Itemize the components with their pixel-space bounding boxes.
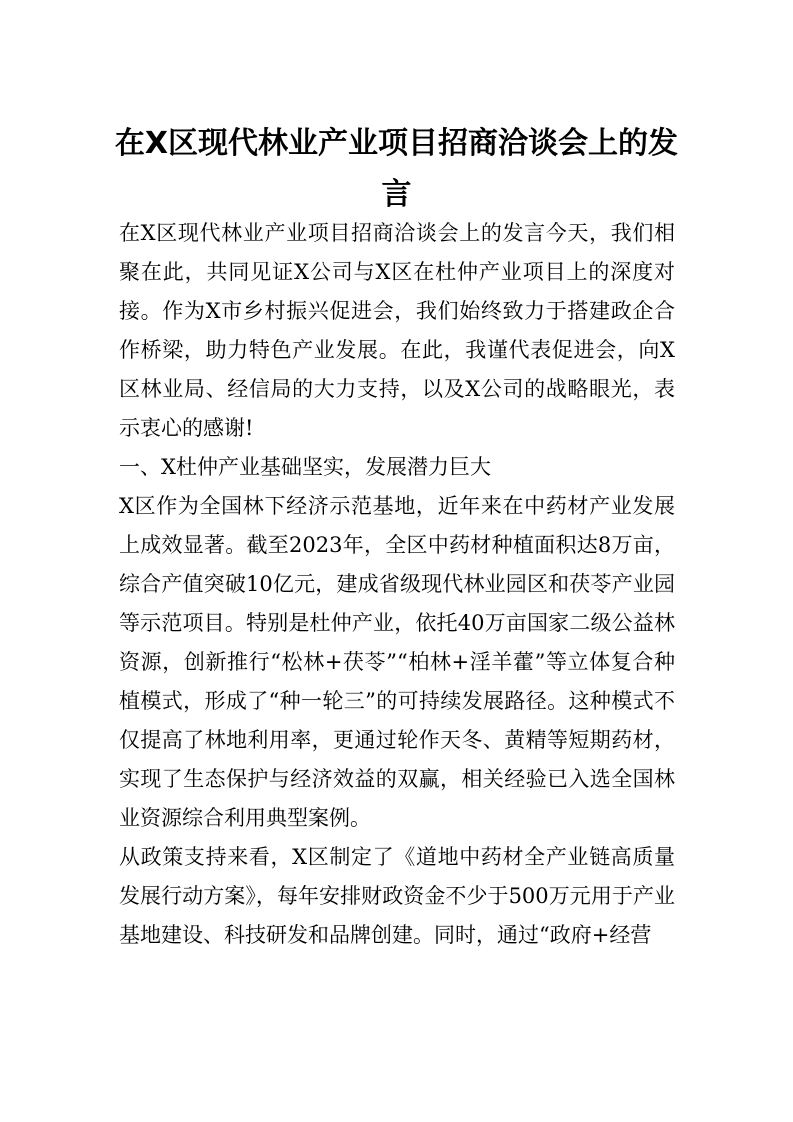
document-body [119,214,675,955]
paragraph-policy-support: 从政策支持来看，X区制定了《道地中药材全产业链高质量发展行动方案》，每年安排财政资金不少于500万元用于产业基地建设、科技研发和品牌创建。同时，通过“政府+经营 [119,845,675,947]
paragraph-opening: 在X区现代林业产业项目招商洽谈会上的发言今天，我们相聚在此，共同见证X公司与X区在杜仲产业项目上的深度对接。作为X市乡村振兴促进会，我们始终致力于搭建政企合作桥梁，助力特色产业发展。在此，我谨代表促进会，向X区林业局、经信局的大力支持，以及X公司的战略眼光，表示衷心的感谢! [119,221,675,440]
paragraph-industry-foundation: X区作为全国林下经济示范基地，近年来在中药材产业发展上成效显著。截至2023年，全区中药材种植面积达8万亩，综合产值突破10亿元，建成省级现代林业园区和茯苓产业园等示范项目。特别是杜仲产业，依托40万亩国家二级公益林资源，创新推行“松林+茯苓”“柏林+淫羊藿”等立体复合种植模式，形成了“种一轮三”的可持续发展路径。这种模式不仅提高了林地利用率，更通过轮作天冬、黄精等短期药材，实现了生态保护与经济效益的双赢，相关经验已入选全国林业资源综合利用典型案例。 [119,494,675,830]
document-title: 在X区现代林业产业项目招商洽谈会上的发言 [114,126,679,212]
section-heading-1: 一、X杜仲产业基础坚实，发展潜力巨大 [119,455,491,479]
